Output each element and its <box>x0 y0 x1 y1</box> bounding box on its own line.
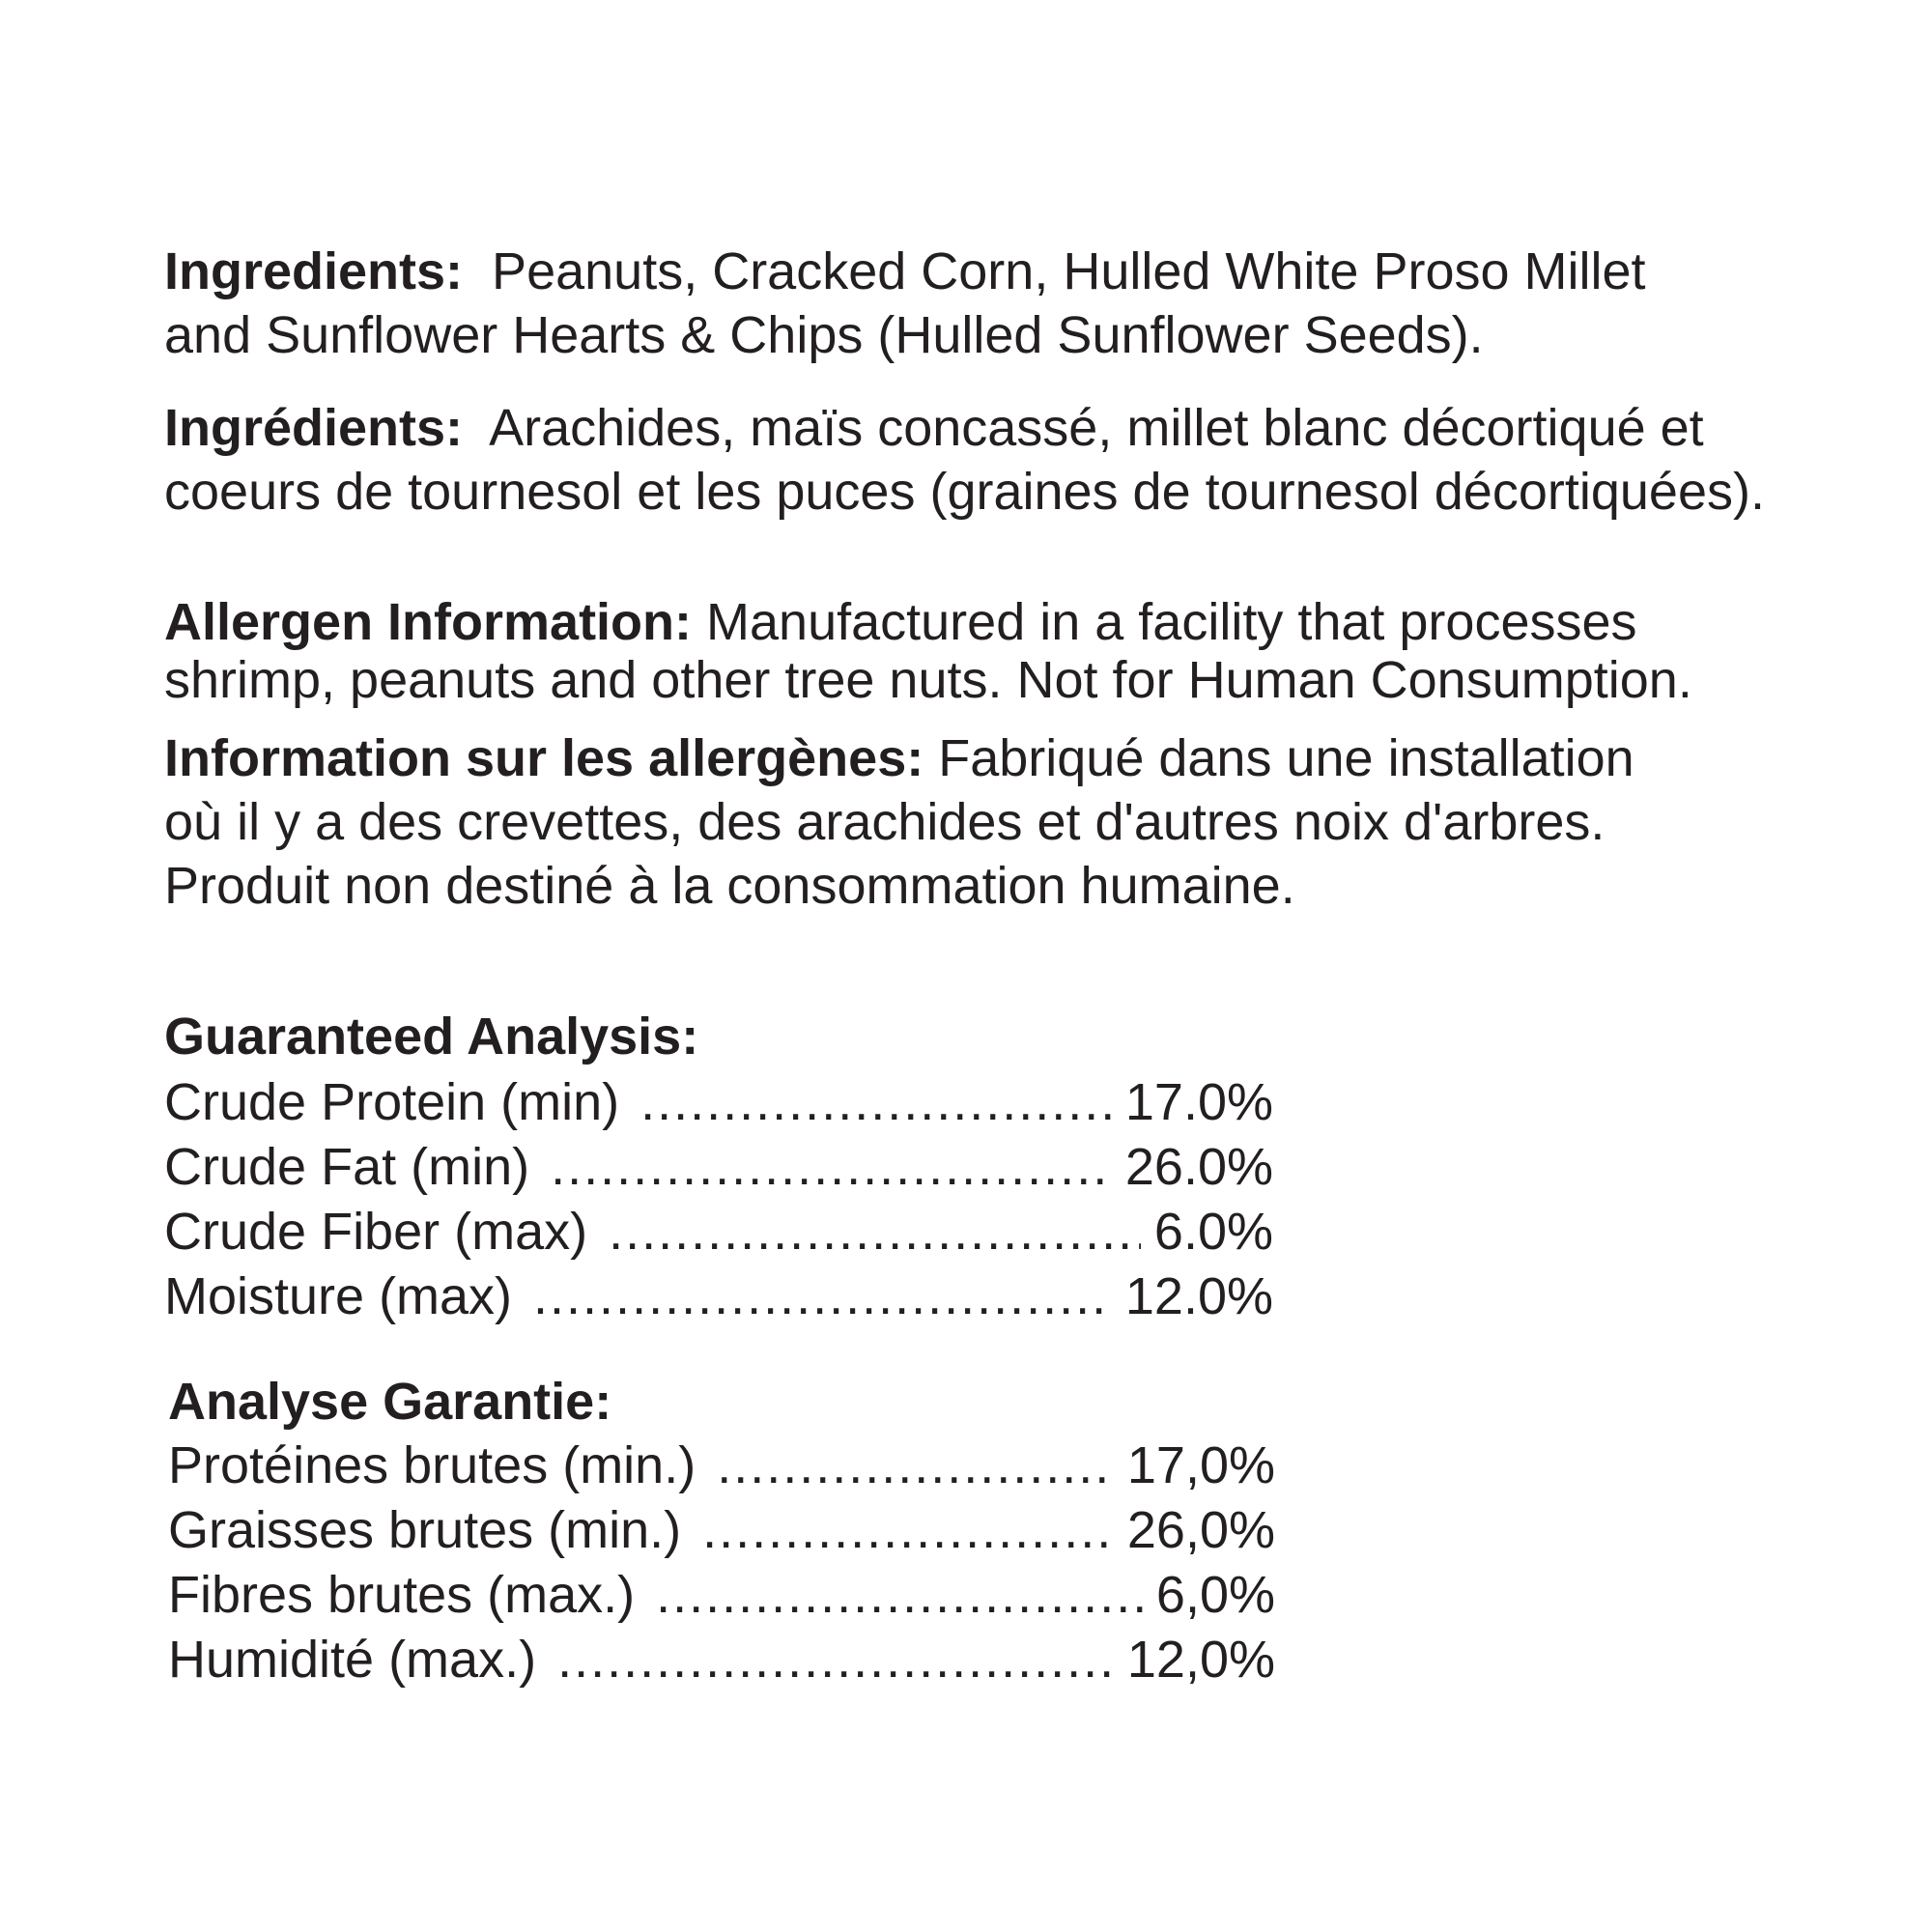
ingredients-fr-line-1 <box>164 396 1765 460</box>
analysis-fr-row-value: 12,0% <box>1126 1631 1275 1689</box>
analysis-en-row-value: 17.0% <box>1124 1073 1273 1131</box>
allergen-en-label: Allergen Information: <box>164 593 693 651</box>
allergen-fr-line-1 <box>164 726 1634 790</box>
allergen-fr-label: Information sur les allergènes: <box>164 729 924 787</box>
analysis-fr-row-label: Fibres brutes (max.) <box>168 1566 636 1624</box>
analysis-en-row <box>164 1135 1273 1200</box>
analysis-fr-row-value: 26,0% <box>1126 1501 1275 1559</box>
analysis-fr-row-label: Graisses brutes (min.) <box>168 1501 682 1559</box>
analysis-fr-row-label: Humidité (max.) <box>168 1631 537 1689</box>
ingredients-fr <box>164 396 1765 524</box>
analysis-en-row-label: Crude Protein (min) <box>164 1073 620 1131</box>
analysis-fr-row <box>168 1563 1275 1628</box>
analysis-en-row <box>164 1200 1273 1264</box>
allergen-fr-text-1: Fabriqué dans une installation <box>938 729 1634 787</box>
allergen-fr-text-3: Produit non destiné à la consommation humaine. <box>164 857 1295 915</box>
leader-dots <box>717 1434 1114 1498</box>
ingredients-en-label: Ingredients: <box>164 242 464 300</box>
allergen-fr <box>164 726 1634 918</box>
leader-dots <box>702 1498 1114 1563</box>
allergen-en-line-1 <box>164 593 1692 651</box>
analysis-fr-row-value: 6,0% <box>1155 1566 1275 1624</box>
allergen-en-text-1: Manufactured in a facility that processes <box>706 593 1637 651</box>
ingredients-fr-text-2: coeurs de tournesol et les puces (graines de tournesol décortiquées). <box>164 463 1765 521</box>
analysis-en-row <box>164 1264 1273 1329</box>
ingredients-en-text-1: Peanuts, Cracked Corn, Hulled White Proso Millet <box>492 242 1646 300</box>
analysis-en-row <box>164 1070 1273 1135</box>
allergen-en-text-2: shrimp, peanuts and other tree nuts. Not for Human Consumption. <box>164 651 1692 709</box>
analysis-en-heading: Guaranteed Analysis: <box>164 1008 699 1065</box>
leader-dots <box>656 1563 1143 1628</box>
leader-dots <box>551 1135 1112 1200</box>
ingredients-fr-label: Ingrédients: <box>164 399 464 457</box>
ingredients-fr-text-1: Arachides, maïs concassé, millet blanc décortiqué et <box>489 399 1704 457</box>
leader-dots <box>609 1200 1141 1264</box>
leader-dots <box>533 1264 1112 1329</box>
ingredients-en-text-2: and Sunflower Hearts & Chips (Hulled Sunflower Seeds). <box>164 306 1484 364</box>
analysis-fr-row-label: Protéines brutes (min.) <box>168 1436 696 1494</box>
analysis-en-row-label: Moisture (max) <box>164 1267 513 1325</box>
analysis-en-row-value: 6.0% <box>1153 1203 1273 1261</box>
analysis-en-table <box>164 1070 1273 1329</box>
analysis-fr-heading: Analyse Garantie: <box>168 1373 612 1431</box>
analysis-en-row-value: 12.0% <box>1124 1267 1273 1325</box>
ingredients-en-line-1 <box>164 240 1646 303</box>
analysis-fr-row <box>168 1628 1275 1692</box>
leader-dots <box>557 1628 1114 1692</box>
analysis-en-row-label: Crude Fat (min) <box>164 1138 530 1196</box>
analysis-en-row-value: 26.0% <box>1124 1138 1273 1196</box>
ingredients-en <box>164 240 1646 367</box>
analysis-fr-row <box>168 1434 1275 1498</box>
analysis-fr-row-value: 17,0% <box>1126 1436 1275 1494</box>
analysis-fr-table <box>168 1434 1275 1692</box>
analysis-fr-row <box>168 1498 1275 1563</box>
allergen-fr-text-2: où il y a des crevettes, des arachides et d'autres noix d'arbres. <box>164 793 1605 851</box>
leader-dots <box>640 1070 1112 1135</box>
allergen-en <box>164 593 1692 709</box>
analysis-en-row-label: Crude Fiber (max) <box>164 1203 588 1261</box>
